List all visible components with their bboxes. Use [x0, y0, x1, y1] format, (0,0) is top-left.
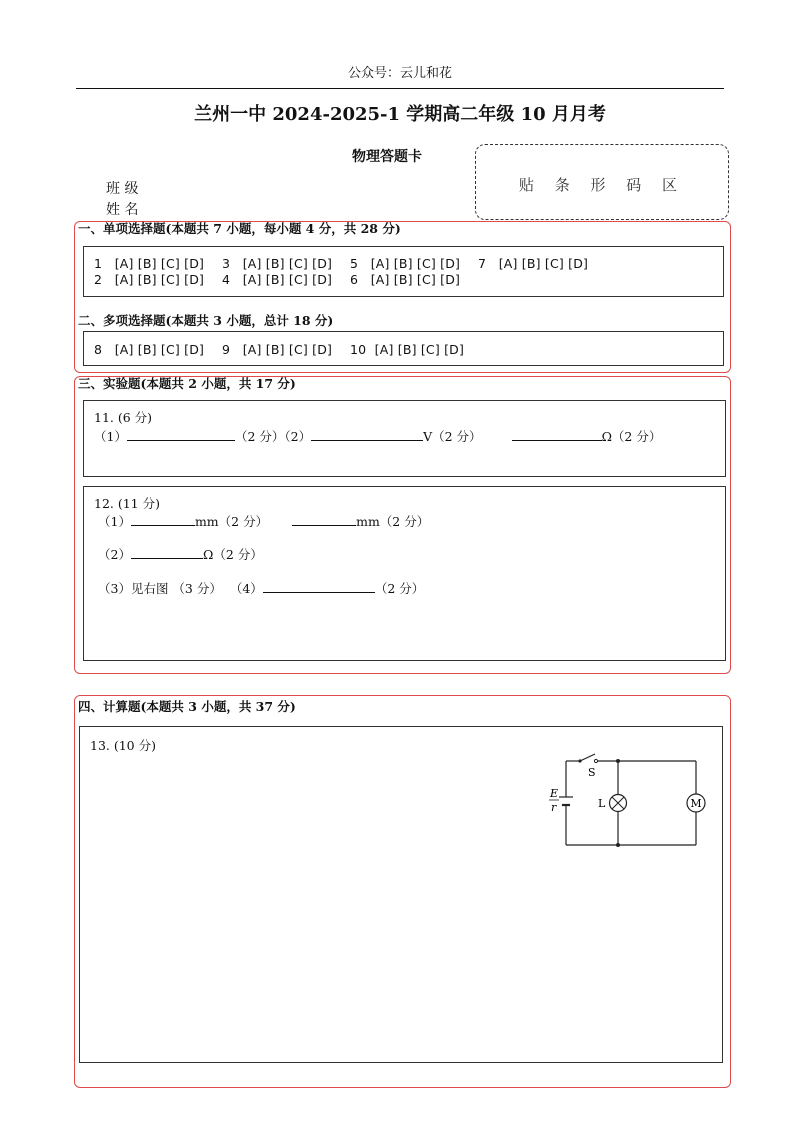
q11-p1-score: （2 分） [234, 429, 285, 444]
q12-part3-4 [98, 579, 424, 597]
brand-text: 公众号：云儿和花 [347, 66, 452, 81]
q10-row [350, 342, 464, 357]
q12-p2-label: （2） [98, 547, 131, 562]
q6-item[interactable]: 6 [A] [B] [C] [D] [350, 272, 461, 287]
q9-row [222, 342, 332, 357]
q12-box [83, 486, 726, 661]
q2-item[interactable]: 2 [A] [B] [C] [D] [94, 272, 205, 287]
q11-p2-label: （2） [284, 429, 312, 444]
header-divider [76, 88, 724, 89]
section1-answer-box [83, 246, 724, 297]
q3-row [222, 256, 332, 271]
choice-row-1 [94, 256, 204, 271]
class-label: 班 级 [106, 181, 139, 197]
section4-title: 四、计算题(本题共 3 小题，共 37 分) [78, 699, 296, 714]
q12-p2-unit: Ω（2 分） [202, 547, 263, 562]
q11-blank-1[interactable] [127, 428, 235, 441]
q6-row [350, 272, 460, 287]
q12-p3-text: （3）见右图 （3 分） [98, 581, 222, 596]
q11-box [83, 400, 726, 477]
q12-p1-label: （1） [98, 514, 131, 529]
q8-item[interactable]: 8 [A] [B] [C] [D] [94, 342, 205, 357]
q12-p4-score: （2 分） [374, 581, 425, 596]
q11-p1-label: （1） [94, 429, 127, 444]
q4-row [222, 272, 332, 287]
barcode-area [475, 144, 729, 220]
q7-row [478, 256, 588, 271]
q12-part1 [98, 512, 429, 530]
q5-item[interactable]: 5 [A] [B] [C] [D] [350, 256, 461, 271]
q4-item[interactable]: 4 [A] [B] [C] [D] [222, 272, 333, 287]
page-subtitle: 物理答题卡 [352, 149, 422, 165]
q13-heading: 13. (10 分) [90, 738, 156, 753]
section2-title: 二、多项选择题(本题共 3 小题，总计 18 分) [78, 313, 334, 328]
section3-title: 三、实验题(本题共 2 小题，共 17 分) [78, 376, 296, 391]
q2-row [94, 272, 204, 287]
q12-p1-unit-a: mm（2 分） [194, 514, 269, 529]
q11-p2-unit: V（2 分） [423, 429, 482, 444]
section2-answer-box [83, 331, 724, 366]
q12-p1-unit-b: mm（2 分） [356, 514, 430, 529]
name-label: 姓 名 [106, 202, 139, 218]
q12-p4-label: （4） [229, 581, 263, 596]
q3-item[interactable]: 3 [A] [B] [C] [D] [222, 256, 333, 271]
q8-row [94, 342, 204, 357]
q11-p3-unit: Ω（2 分） [601, 429, 662, 444]
motor-label: M [690, 797, 702, 810]
q12-heading: 12. (11 分) [94, 496, 160, 511]
emf-label: E [550, 787, 559, 800]
section1-title: 一、单项选择题(本题共 7 小题，每小题 4 分，共 28 分) [78, 221, 401, 236]
q12-blank-4[interactable] [263, 580, 375, 593]
resistance-label: r [551, 801, 557, 814]
q11-blank-2[interactable] [311, 428, 423, 441]
q5-row [350, 256, 460, 271]
lamp-label: L [598, 797, 606, 810]
q11-heading: 11. (6 分) [94, 410, 153, 425]
q12-blank-2[interactable] [131, 546, 203, 559]
page-title: 兰州一中 2024-2025-1 学期高二年级 10 月月考 [194, 104, 606, 125]
q11-blank-3[interactable] [512, 428, 602, 441]
switch-label: S [588, 766, 596, 779]
q12-blank-1a[interactable] [131, 513, 195, 526]
q7-item[interactable]: 7 [A] [B] [C] [D] [478, 256, 589, 271]
q12-part2 [98, 545, 263, 563]
q1-item[interactable]: 1 [A] [B] [C] [D] [94, 256, 205, 271]
q10-item[interactable]: 10 [A] [B] [C] [D] [350, 342, 465, 357]
circuit-diagram [540, 749, 710, 859]
q12-blank-1b[interactable] [292, 513, 356, 526]
barcode-area-label: 贴 条 形 码 区 [518, 176, 686, 194]
q11-answers [94, 427, 661, 445]
q13-box[interactable] [79, 726, 723, 1063]
q9-item[interactable]: 9 [A] [B] [C] [D] [222, 342, 333, 357]
